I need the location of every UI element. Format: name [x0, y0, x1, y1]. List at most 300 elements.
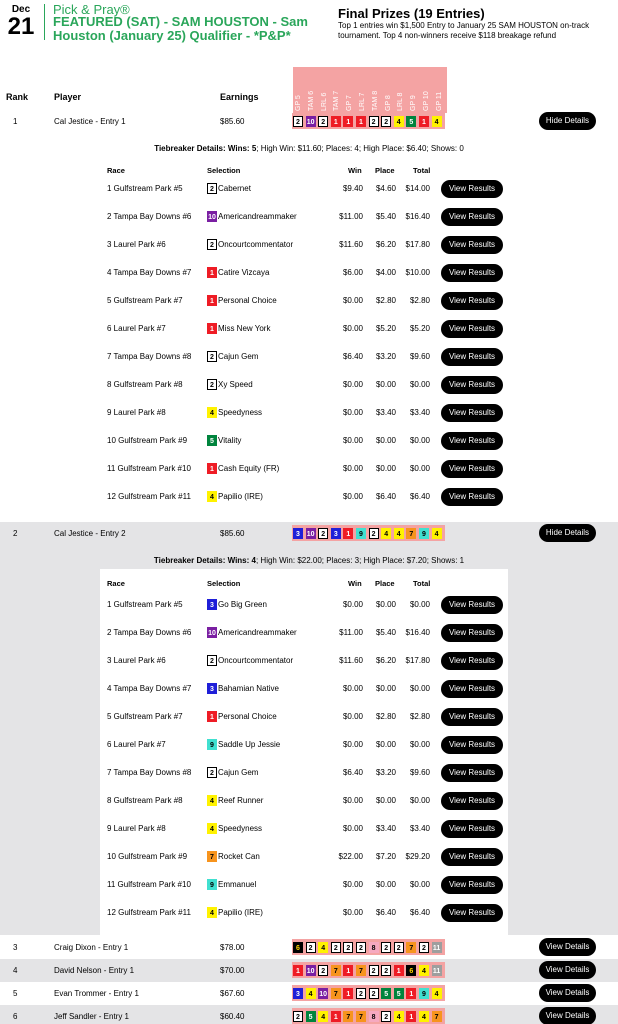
race-name: 3 Laurel Park #6: [107, 240, 166, 249]
total-payout: $9.60: [409, 768, 430, 777]
race-results-table: [100, 569, 508, 936]
tournament-title: FEATURED (SAT) - SAM HOUSTON - Sam Houston (January 25) Qualifier - *P&P*: [53, 14, 308, 43]
event-date: [4, 4, 38, 39]
selection: [207, 711, 277, 722]
total-payout: $5.20: [409, 324, 430, 333]
view-results-button[interactable]: View Results: [441, 792, 503, 810]
race-result-row: [100, 675, 508, 703]
leaderboard-row: [0, 936, 618, 959]
player-name: David Nelson - Entry 1: [54, 966, 135, 975]
player-header: Player: [54, 92, 82, 102]
total-payout: $2.80: [409, 296, 430, 305]
race-col-header: Race: [107, 166, 125, 175]
view-results-button[interactable]: View Results: [441, 624, 503, 642]
race-column-label: LRL 8: [397, 92, 405, 111]
saddle-cloth-1: 1: [207, 463, 217, 474]
saddle-cloth-8: 8: [369, 1011, 379, 1022]
race-column-label: GP 8: [384, 95, 392, 111]
race-result-row: [100, 591, 508, 619]
saddle-cloth-1: 1: [406, 1011, 416, 1022]
selection: [207, 907, 263, 918]
race-result-row: [100, 647, 508, 675]
place-payout: $6.40: [375, 492, 396, 501]
selection: [207, 739, 280, 750]
saddle-cloth-2: 2: [293, 1011, 303, 1022]
selection: [207, 351, 258, 362]
view-results-button[interactable]: View Results: [441, 376, 503, 394]
race-name: 12 Gulfstream Park #11: [107, 492, 191, 501]
saddle-cloth-3: 3: [293, 988, 303, 999]
view-results-button[interactable]: View Results: [441, 848, 503, 866]
saddle-cloth-4: 4: [207, 795, 217, 806]
race-result-row: [100, 259, 508, 287]
saddle-cloth-5: 5: [394, 988, 404, 999]
place-payout: $0.00: [375, 380, 396, 389]
selection: [207, 851, 260, 862]
race-col-header: Race: [107, 579, 125, 588]
view-results-button[interactable]: View Results: [441, 460, 503, 478]
total-payout: $16.40: [405, 212, 430, 221]
view-results-button[interactable]: View Results: [441, 904, 503, 922]
saddle-cloth-7: 7: [406, 528, 416, 539]
total-payout: $0.00: [409, 880, 430, 889]
horse-name: Personal Choice: [218, 296, 277, 305]
win-payout: $0.00: [342, 880, 363, 889]
horse-name: Oncourtcommentator: [218, 656, 294, 665]
horse-name: Bahamian Native: [218, 684, 279, 693]
saddle-cloth-7: 7: [331, 965, 341, 976]
total-payout: $17.80: [405, 240, 430, 249]
saddle-cloth-1: 1: [207, 711, 217, 722]
place-payout: $5.20: [375, 324, 396, 333]
leaderboard-row: [0, 982, 618, 1005]
race-name: 9 Laurel Park #8: [107, 824, 166, 833]
race-result-row: [100, 343, 508, 371]
saddle-cloth-3: 3: [331, 528, 341, 539]
tiebreaker-stats: ; High Win: $22.00; Places: 3; High Place: $7.20; Shows: 1: [255, 556, 465, 565]
race-name: 8 Gulfstream Park #8: [107, 796, 183, 805]
race-result-row: [100, 371, 508, 399]
race-result-row: [100, 787, 508, 815]
horse-name: Speedyness: [218, 824, 263, 833]
player-name: Jeff Sandler - Entry 1: [54, 1012, 129, 1021]
race-name: 1 Gulfstream Park #5: [107, 600, 183, 609]
saddle-cloth-2: 2: [207, 239, 217, 250]
horse-name: Cajun Gem: [218, 768, 259, 777]
race-name: 2 Tampa Bay Downs #6: [107, 212, 192, 221]
selection: [207, 379, 253, 390]
total-payout: $3.40: [409, 408, 430, 417]
horse-name: Rocket Can: [218, 852, 260, 861]
race-result-row: [100, 287, 508, 315]
rank-value: 1: [13, 117, 18, 126]
earnings-header: Earnings: [220, 92, 259, 102]
horse-name: Go Big Green: [218, 600, 267, 609]
view-details-button[interactable]: View Details: [539, 1007, 596, 1024]
total-col-header: Total: [413, 166, 431, 175]
horse-name: Personal Choice: [218, 712, 277, 721]
view-results-button[interactable]: View Results: [441, 320, 503, 338]
view-results-button[interactable]: View Results: [441, 432, 503, 450]
race-name: 2 Tampa Bay Downs #6: [107, 628, 192, 637]
total-payout: $16.40: [405, 628, 430, 637]
view-results-button[interactable]: View Results: [441, 652, 503, 670]
total-payout: $0.00: [409, 600, 430, 609]
place-payout: $6.40: [375, 908, 396, 917]
saddle-cloth-4: 4: [432, 116, 442, 127]
selection: [207, 239, 293, 250]
horse-name: Emmanuel: [218, 880, 257, 889]
saddle-cloth-2: 2: [394, 942, 404, 953]
race-column-label: TAM 7: [333, 90, 341, 111]
saddle-cloth-4: 4: [432, 528, 442, 539]
saddle-cloth-1: 1: [343, 965, 353, 976]
saddle-cloth-1: 1: [406, 988, 416, 999]
race-result-row: [100, 231, 508, 259]
view-results-button[interactable]: View Results: [441, 264, 503, 282]
total-payout: $14.00: [405, 184, 430, 193]
total-payout: $0.00: [409, 796, 430, 805]
picks-strip: [292, 525, 445, 541]
horse-name: Papilio (IRE): [218, 492, 263, 501]
total-col-header: Total: [413, 579, 431, 588]
total-payout: $0.00: [409, 684, 430, 693]
view-results-button[interactable]: View Results: [441, 208, 503, 226]
race-column-label: TAM 6: [307, 90, 315, 111]
saddle-cloth-4: 4: [394, 528, 404, 539]
win-payout: $11.60: [339, 240, 363, 249]
saddle-cloth-7: 7: [406, 942, 416, 953]
date-month: Dec: [11, 4, 31, 15]
prizes-description: Top 1 entries win $1,500 Entry to January 25 SAM HOUSTON on-track tournament. Top 4 non-winners receive $118 breakage refund: [338, 21, 590, 40]
total-payout: $0.00: [409, 436, 430, 445]
selection: [207, 267, 269, 278]
selection: [207, 767, 258, 778]
view-details-button[interactable]: View Details: [539, 984, 596, 1002]
rank-header: Rank: [6, 92, 29, 102]
saddle-cloth-9: 9: [356, 528, 366, 539]
saddle-cloth-2: 2: [369, 988, 379, 999]
selection-col-header: Selection: [207, 166, 241, 175]
saddle-cloth-1: 1: [207, 267, 217, 278]
race-result-row: [100, 203, 508, 231]
saddle-cloth-2: 2: [356, 942, 366, 953]
win-payout: $0.00: [342, 464, 363, 473]
view-results-button[interactable]: View Results: [441, 236, 503, 254]
saddle-cloth-11: 11: [432, 965, 442, 976]
win-payout: $11.60: [339, 656, 363, 665]
tiebreaker-label: Tiebreaker Details:: [154, 144, 226, 153]
header-divider: [44, 4, 45, 40]
race-results-table: [100, 160, 508, 520]
place-payout: $5.40: [375, 628, 396, 637]
saddle-cloth-5: 5: [381, 988, 391, 999]
horse-name: Cabernet: [218, 184, 251, 193]
selection: [207, 211, 297, 222]
saddle-cloth-4: 4: [207, 491, 217, 502]
saddle-cloth-11: 11: [432, 942, 442, 953]
horse-name: Miss New York: [218, 324, 271, 333]
win-payout: $0.00: [342, 324, 363, 333]
place-payout: $4.00: [375, 268, 396, 277]
horse-name: Vitality: [218, 436, 242, 445]
view-results-button[interactable]: View Results: [441, 764, 503, 782]
saddle-cloth-1: 1: [343, 988, 353, 999]
selection: [207, 627, 297, 638]
win-payout: $0.00: [342, 600, 363, 609]
race-column-label: LRL 7: [358, 92, 366, 111]
tiebreaker-wins: Wins: 4: [227, 556, 256, 565]
saddle-cloth-2: 2: [207, 655, 217, 666]
saddle-cloth-9: 9: [419, 988, 429, 999]
race-column-label: LRL 6: [320, 92, 328, 111]
horse-name: Xy Speed: [218, 380, 253, 389]
saddle-cloth-2: 2: [318, 116, 328, 127]
total-payout: $3.40: [409, 824, 430, 833]
tiebreaker-details: [0, 144, 618, 153]
saddle-cloth-10: 10: [306, 116, 316, 127]
saddle-cloth-4: 4: [207, 823, 217, 834]
race-result-row: [100, 871, 508, 899]
saddle-cloth-1: 1: [343, 116, 353, 127]
saddle-cloth-4: 4: [394, 1011, 404, 1022]
place-payout: $0.00: [375, 796, 396, 805]
saddle-cloth-7: 7: [432, 1011, 442, 1022]
win-payout: $0.00: [342, 436, 363, 445]
saddle-cloth-4: 4: [394, 116, 404, 127]
saddle-cloth-5: 5: [406, 116, 416, 127]
race-name: 4 Tampa Bay Downs #7: [107, 684, 192, 693]
hide-details-button[interactable]: Hide Details: [539, 524, 596, 542]
saddle-cloth-4: 4: [306, 988, 316, 999]
saddle-cloth-2: 2: [318, 965, 328, 976]
selection: [207, 491, 263, 502]
saddle-cloth-1: 1: [331, 1011, 341, 1022]
saddle-cloth-2: 2: [207, 379, 217, 390]
race-column-label: GP 7: [346, 95, 354, 111]
selection: [207, 655, 293, 666]
view-results-button[interactable]: View Results: [441, 820, 503, 838]
tiebreaker-details: [0, 556, 618, 565]
saddle-cloth-2: 2: [369, 116, 379, 127]
race-result-row: [100, 315, 508, 343]
hide-details-button[interactable]: Hide Details: [539, 112, 596, 130]
view-results-button[interactable]: View Results: [441, 596, 503, 614]
selection: [207, 879, 256, 890]
place-payout: $3.40: [375, 824, 396, 833]
place-payout: $2.80: [375, 296, 396, 305]
picks-strip: [292, 962, 445, 978]
saddle-cloth-4: 4: [207, 907, 217, 918]
race-name: 6 Laurel Park #7: [107, 324, 166, 333]
total-payout: $10.00: [405, 268, 430, 277]
picks-strip: [292, 1008, 445, 1024]
race-result-row: [100, 455, 508, 483]
view-details-button[interactable]: View Details: [539, 961, 596, 979]
earnings-value: $85.60: [220, 529, 245, 538]
earnings-value: $70.00: [220, 966, 245, 975]
saddle-cloth-1: 1: [207, 295, 217, 306]
race-name: 7 Tampa Bay Downs #8: [107, 352, 192, 361]
saddle-cloth-2: 2: [369, 528, 379, 539]
view-results-button[interactable]: View Results: [441, 876, 503, 894]
win-payout: $0.00: [342, 740, 363, 749]
win-payout: $0.00: [342, 684, 363, 693]
rank-value: 3: [13, 943, 18, 952]
saddle-cloth-4: 4: [318, 1011, 328, 1022]
place-payout: $3.20: [375, 768, 396, 777]
horse-name: Cash Equity (FR): [218, 464, 280, 473]
saddle-cloth-4: 4: [381, 528, 391, 539]
saddle-cloth-6: 6: [406, 965, 416, 976]
saddle-cloth-1: 1: [394, 965, 404, 976]
selection: [207, 323, 270, 334]
race-result-row: [100, 759, 508, 787]
earnings-value: $78.00: [220, 943, 245, 952]
total-payout: $2.80: [409, 712, 430, 721]
race-name: 7 Tampa Bay Downs #8: [107, 768, 192, 777]
place-payout: $5.40: [375, 212, 396, 221]
total-payout: $29.20: [405, 852, 430, 861]
race-name: 5 Gulfstream Park #7: [107, 296, 183, 305]
race-name: 4 Tampa Bay Downs #7: [107, 268, 192, 277]
saddle-cloth-5: 5: [306, 1011, 316, 1022]
horse-name: Saddle Up Jessie: [218, 740, 281, 749]
view-results-button[interactable]: View Results: [441, 348, 503, 366]
saddle-cloth-2: 2: [381, 1011, 391, 1022]
saddle-cloth-2: 2: [331, 942, 341, 953]
race-column-label: TAM 8: [371, 90, 379, 111]
selection: [207, 183, 251, 194]
saddle-cloth-4: 4: [419, 1011, 429, 1022]
race-result-row: [100, 731, 508, 759]
saddle-cloth-10: 10: [207, 211, 217, 222]
win-payout: $0.00: [342, 824, 363, 833]
saddle-cloth-6: 6: [293, 942, 303, 953]
total-payout: $0.00: [409, 740, 430, 749]
race-column-label: GP 10: [422, 91, 430, 111]
race-result-row: [100, 703, 508, 731]
win-payout: $0.00: [342, 408, 363, 417]
horse-name: Americandreammaker: [218, 628, 297, 637]
rank-value: 5: [13, 989, 18, 998]
date-day: 21: [7, 13, 35, 40]
race-name: 10 Gulfstream Park #9: [107, 436, 188, 445]
selection-col-header: Selection: [207, 579, 241, 588]
win-payout: $11.00: [339, 212, 363, 221]
saddle-cloth-9: 9: [419, 528, 429, 539]
saddle-cloth-1: 1: [293, 965, 303, 976]
view-results-button[interactable]: View Results: [441, 680, 503, 698]
saddle-cloth-8: 8: [369, 942, 379, 953]
saddle-cloth-3: 3: [207, 683, 217, 694]
place-payout: $0.00: [375, 436, 396, 445]
place-payout: $3.20: [375, 352, 396, 361]
saddle-cloth-1: 1: [343, 528, 353, 539]
place-payout: $4.60: [375, 184, 396, 193]
saddle-cloth-9: 9: [207, 879, 217, 890]
win-col-header: Win: [348, 166, 362, 175]
view-results-button[interactable]: View Results: [441, 180, 503, 198]
saddle-cloth-2: 2: [369, 965, 379, 976]
saddle-cloth-3: 3: [207, 599, 217, 610]
tiebreaker-label: Tiebreaker Details:: [153, 556, 226, 565]
race-result-row: [100, 483, 508, 511]
saddle-cloth-7: 7: [356, 965, 366, 976]
view-results-button[interactable]: View Results: [441, 292, 503, 310]
win-payout: $6.00: [342, 268, 363, 277]
horse-name: Cajun Gem: [218, 352, 259, 361]
race-name: 11 Gulfstream Park #10: [107, 880, 191, 889]
race-name: 10 Gulfstream Park #9: [107, 852, 188, 861]
saddle-cloth-5: 5: [207, 435, 217, 446]
place-payout: $0.00: [375, 740, 396, 749]
saddle-cloth-7: 7: [356, 1011, 366, 1022]
win-payout: $6.40: [342, 768, 363, 777]
win-payout: $11.00: [339, 628, 363, 637]
saddle-cloth-2: 2: [381, 942, 391, 953]
view-details-button[interactable]: View Details: [539, 938, 596, 956]
tiebreaker-stats: ; High Win: $11.60; Places: 4; High Place: $6.40; Shows: 0: [256, 144, 464, 153]
earnings-value: $67.60: [220, 989, 245, 998]
view-results-button[interactable]: View Results: [441, 736, 503, 754]
saddle-cloth-2: 2: [318, 528, 328, 539]
saddle-cloth-2: 2: [381, 116, 391, 127]
race-result-row: [100, 815, 508, 843]
selection: [207, 407, 262, 418]
saddle-cloth-10: 10: [207, 627, 217, 638]
race-result-row: [100, 427, 508, 455]
view-results-button[interactable]: View Results: [441, 488, 503, 506]
race-result-row: [100, 175, 508, 203]
saddle-cloth-4: 4: [419, 965, 429, 976]
place-payout: $2.80: [375, 712, 396, 721]
player-name: Cal Jestice - Entry 2: [54, 529, 126, 538]
player-name: Craig Dixon - Entry 1: [54, 943, 129, 952]
view-results-button[interactable]: View Results: [441, 404, 503, 422]
saddle-cloth-2: 2: [306, 942, 316, 953]
saddle-cloth-1: 1: [419, 116, 429, 127]
saddle-cloth-1: 1: [331, 116, 341, 127]
place-payout: $0.00: [375, 600, 396, 609]
rank-value: 6: [13, 1012, 18, 1021]
prizes-title: Final Prizes (19 Entries): [338, 6, 485, 21]
horse-name: Americandreammaker: [218, 212, 297, 221]
win-col-header: Win: [348, 579, 362, 588]
brand-name: Pick & Pray®: [53, 2, 130, 17]
race-name: 1 Gulfstream Park #5: [107, 184, 183, 193]
saddle-cloth-9: 9: [207, 739, 217, 750]
total-payout: $6.40: [409, 492, 430, 501]
race-columns-header: [293, 67, 447, 113]
win-payout: $0.00: [342, 796, 363, 805]
race-name: 8 Gulfstream Park #8: [107, 380, 183, 389]
saddle-cloth-3: 3: [293, 528, 303, 539]
race-column-label: GP 5: [295, 95, 302, 111]
place-payout: $7.20: [375, 852, 396, 861]
rank-value: 2: [13, 529, 18, 538]
saddle-cloth-2: 2: [293, 116, 303, 127]
race-name: 12 Gulfstream Park #11: [107, 908, 191, 917]
leaderboard-row: [0, 959, 618, 982]
total-payout: $0.00: [409, 464, 430, 473]
race-name: 3 Laurel Park #6: [107, 656, 166, 665]
race-name: 6 Laurel Park #7: [107, 740, 166, 749]
horse-name: Oncourtcommentator: [218, 240, 294, 249]
place-payout: $6.20: [375, 240, 396, 249]
saddle-cloth-10: 10: [306, 528, 316, 539]
view-results-button[interactable]: View Results: [441, 708, 503, 726]
